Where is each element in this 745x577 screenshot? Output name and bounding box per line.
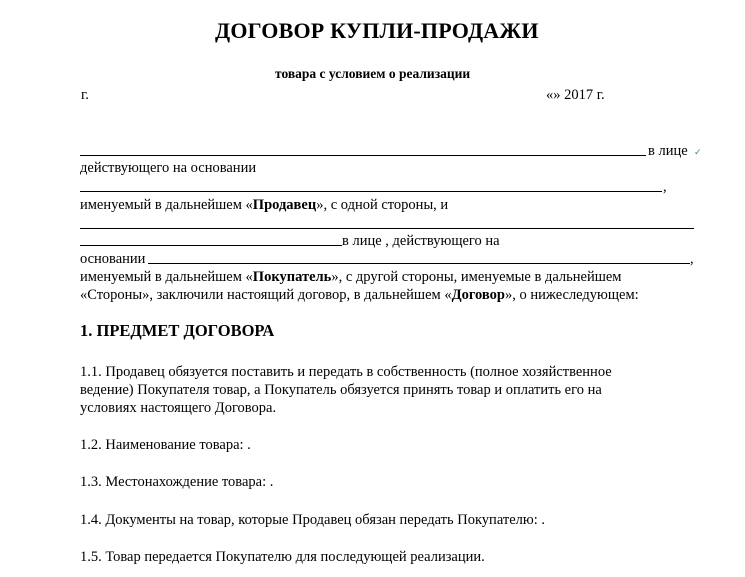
sides-line [80,286,639,304]
sides-post: », о нижеследующем: [504,287,639,303]
buyer-named-line [80,268,621,286]
seller-named-line [80,196,448,214]
contract-word: Договор [451,287,505,303]
seller-basis-blank [80,191,662,192]
seller-in-person-text: в лице [648,143,688,159]
clause-1-3: 1.3. Местонахождение товара: . [80,474,274,490]
clause-1-5: 1.5. Товар передается Покупателю для последующей реализации. [80,549,485,565]
document-subtitle: товара с условием о реализации [275,66,471,81]
buyer-in-person-text: в лице , действующего на [342,233,500,249]
contract-date: «» 2017 г. [546,87,605,103]
clause-1-1-line1: 1.1. Продавец обязуется поставить и передать в собственность (полное хозяйственное [80,364,612,380]
seller-named-post: », с одной стороны, и [316,197,449,213]
sides-pre: «Стороны», заключили настоящий договор, в дальнейшем « [80,287,452,303]
seller-named-pre: именуемый в дальнейшем « [80,197,253,213]
buyer-basis-text: основании [80,251,146,267]
seller-role: Продавец [252,197,317,213]
buyer-basis-blank [148,263,690,264]
buyer-name-blank [80,228,694,229]
seller-basis-comma: , [663,179,667,195]
buyer-named-post: », с другой стороны, именуемые в дальнейшем [331,269,622,285]
clause-1-1-line2: ведение) Покупателя товар, а Покупатель обязуется принять товар и оплатить его на [80,382,602,398]
spellcheck-mark-icon: ✓ [694,147,702,157]
buyer-role: Покупатель [252,269,332,285]
seller-name-blank [80,155,646,156]
city-prefix: г. [81,87,89,103]
document-title: ДОГОВОР КУПЛИ-ПРОДАЖИ [215,18,539,43]
clause-1-2: 1.2. Наименование товара: . [80,437,251,453]
buyer-basis-comma: , [690,251,694,267]
seller-acting-text: действующего на основании [80,160,257,176]
buyer-named-pre: именуемый в дальнейшем « [80,269,253,285]
clause-1-1-line3: условиях настоящего Договора. [80,400,277,416]
buyer-rep-blank [80,245,342,246]
clause-1-4: 1.4. Документы на товар, которые Продавец обязан передать Покупателю: . [80,512,545,528]
section-heading: 1. ПРЕДМЕТ ДОГОВОРА [80,321,275,340]
